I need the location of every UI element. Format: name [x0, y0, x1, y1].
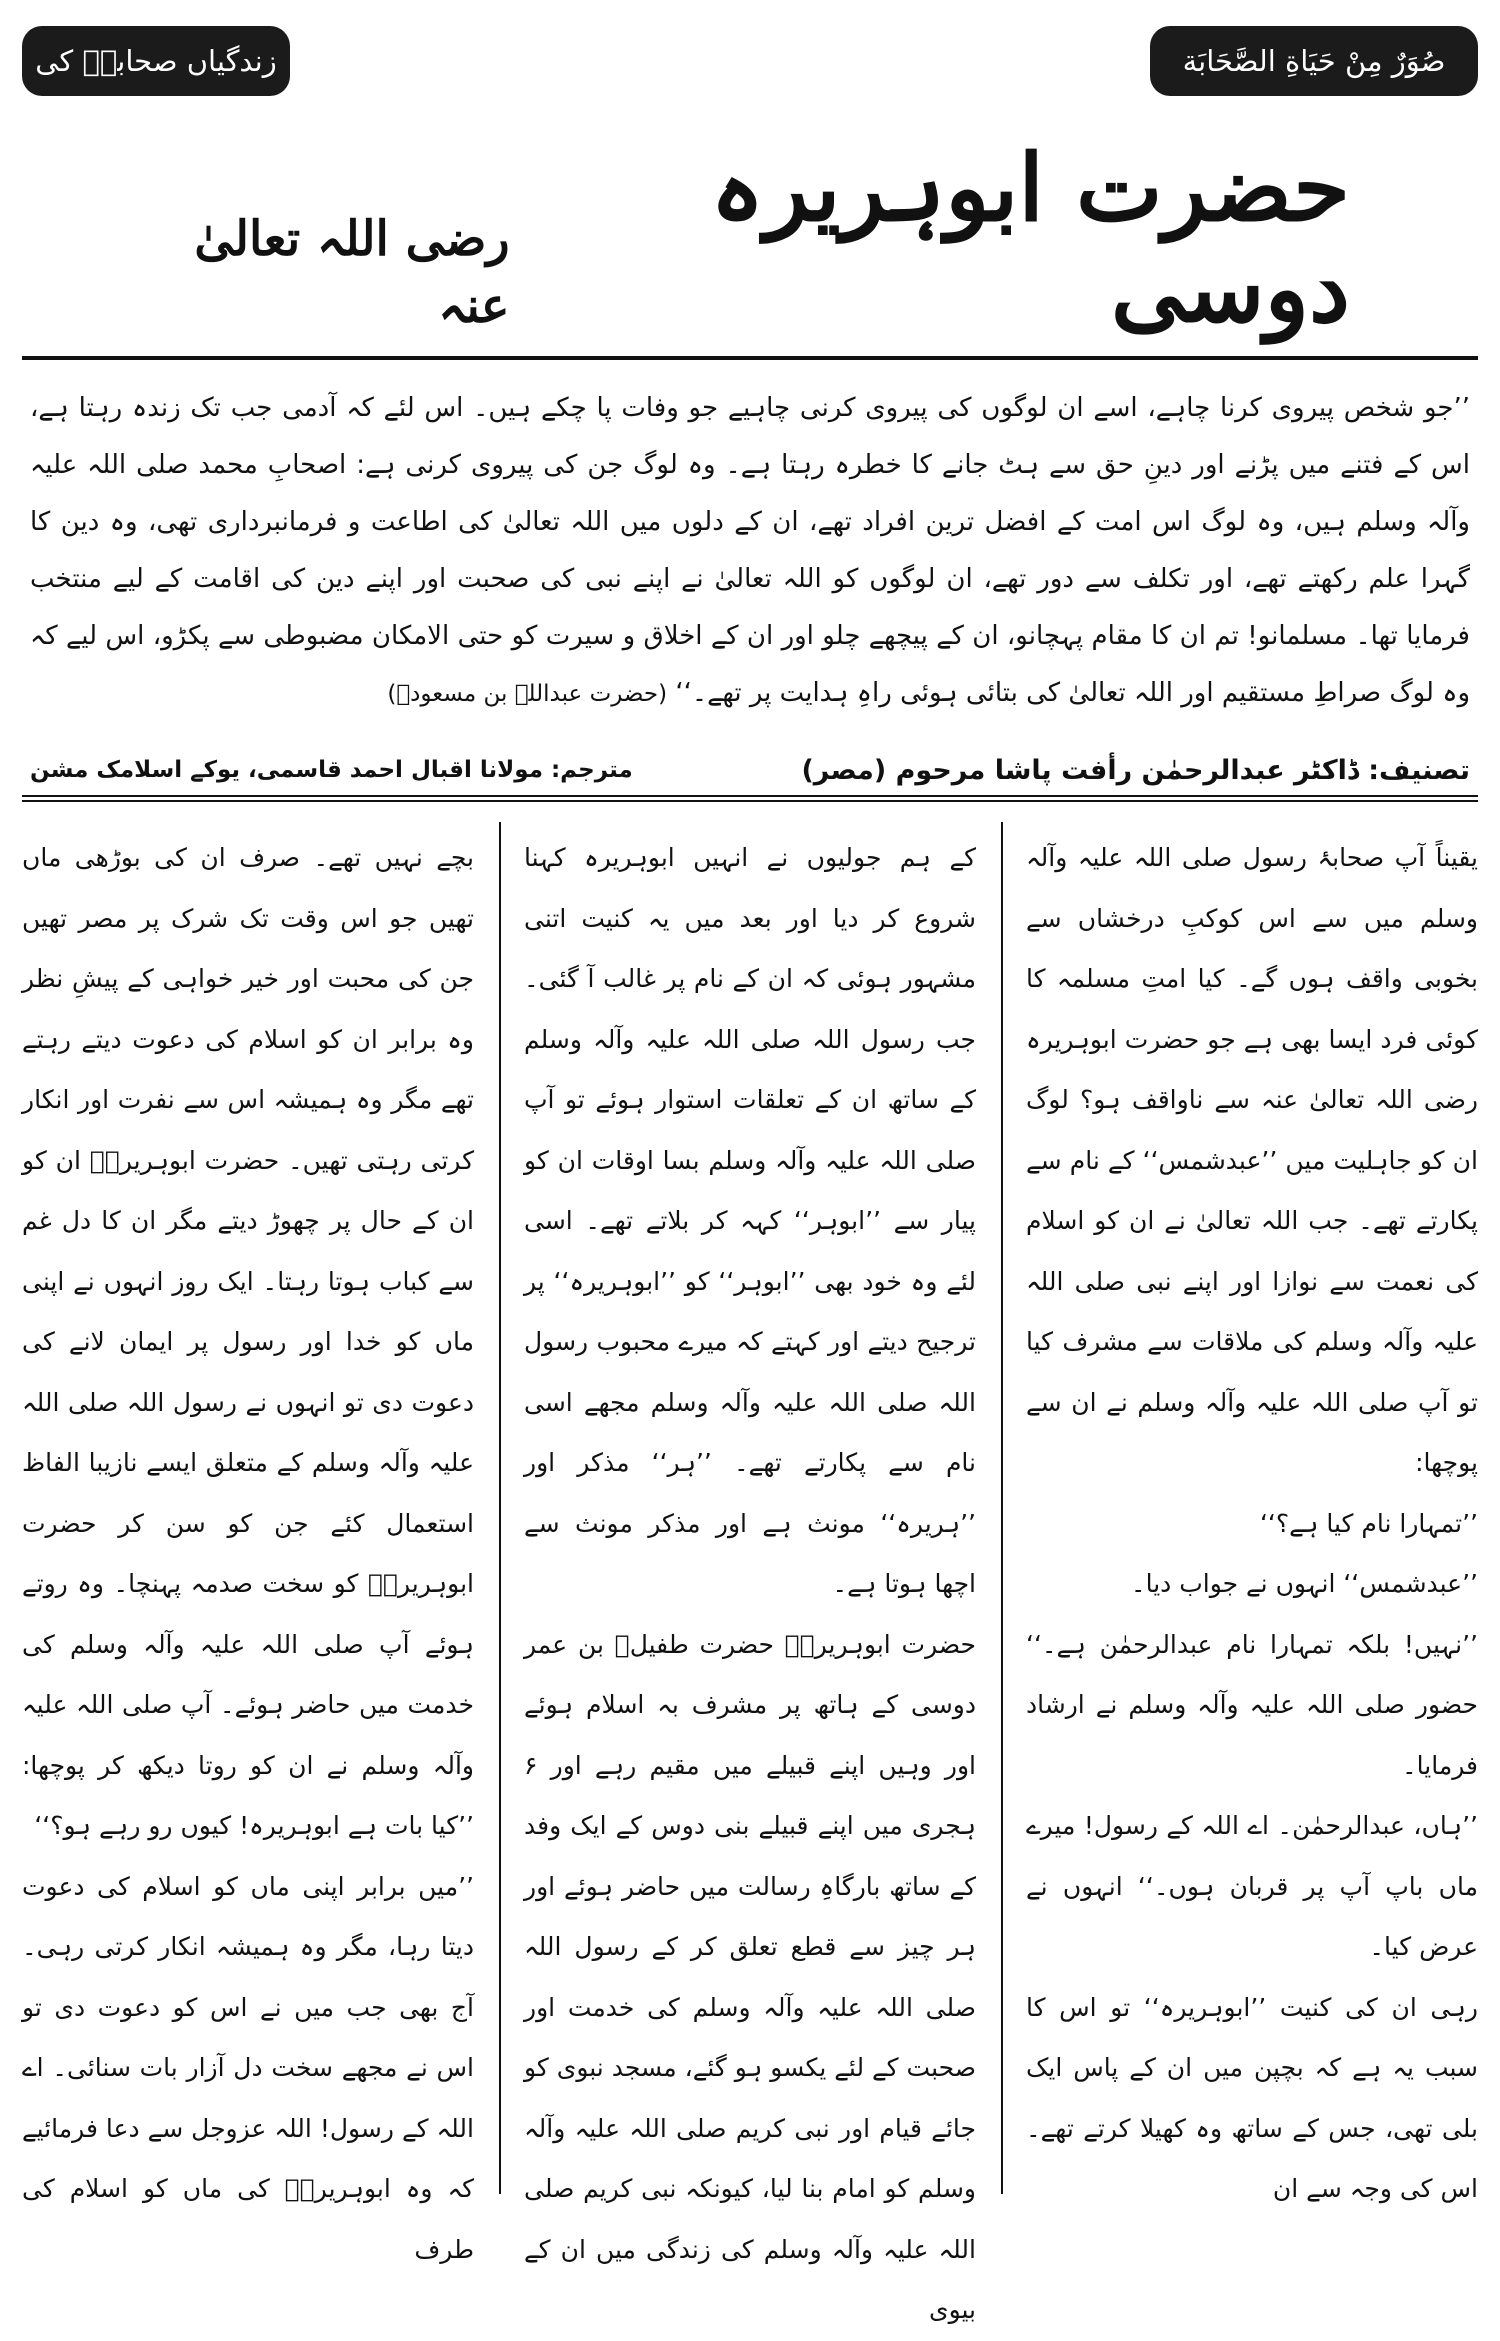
title-name: حضرت ابوہریرہ دوسی: [710, 133, 1350, 343]
intro-quote: [30, 380, 1470, 723]
paragraph: یقیناً آپ صحابۂ رسول صلی اللہ علیہ وآلہ وسلم میں سے اس کوکبِ درخشاں سے بخوبی واقف ہوں گے۔ کیا امتِ مسلمہ کا کوئی فرد ایسا بھی ہے جو حضرت ابوہریرہ رضی اللہ تعالیٰ عنہ سے ناواقف ہو؟ لوگ ان کو جاہلیت میں ’’عبدشمس‘‘ کے نام سے پکارتے تھے۔ جب اللہ تعالیٰ نے ان کو اسلام کی نعمت سے نوازا اور اپنے نبی صلی اللہ علیہ وآلہ وسلم کی ملاقات سے مشرف کیا تو آپ صلی اللہ علیہ وآلہ وسلم نے ان سے پوچھا:: [1026, 843, 1478, 1477]
series-badge-arabic-text: صُوَرٌ مِنْ حَيَاةِ الصَّحَابَة: [1182, 44, 1446, 78]
author-credit: تصنیف: ڈاکٹر عبدالرحمٰن رأفت پاشا مرحوم (مصر): [801, 754, 1470, 786]
paragraph: ’’نہیں! بلکہ تمہارا نام عبدالرحمٰن ہے۔‘‘ حضور صلی اللہ علیہ وآلہ وسلم نے ارشاد فرمایا۔: [1026, 1629, 1478, 1780]
credits-line: [30, 748, 1470, 792]
series-badge-urdu-text: زندگیاں صحابہؓ کی: [35, 44, 277, 78]
series-badge-arabic: [1150, 26, 1478, 96]
series-badge-urdu: [22, 26, 290, 96]
title-divider: [22, 356, 1478, 360]
paragraph: کے ہم جولیوں نے انہیں ابوہریرہ کہنا شروع کر دیا اور بعد میں یہ کنیت اتنی مشہور ہوئی کہ ان کے نام پر غالب آ گئی۔ جب رسول اللہ صلی اللہ علیہ وآلہ وسلم کے ساتھ ان کے تعلقات استوار ہوئے تو آپ صلی اللہ علیہ وآلہ وسلم بسا اوقات ان کو پیار سے ’’ابوہر‘‘ کہہ کر بلاتے تھے۔ اسی لئے وہ خود بھی ’’ابوہر‘‘ کو ’’ابوہریرہ‘‘ پر ترجیح دیتے اور کہتے کہ میرے محبوب رسول اللہ صلی اللہ علیہ وآلہ وسلم مجھے اسی نام سے پکارتے تھے۔ ’’ہر‘‘ مذکر اور ’’ہریرہ‘‘ مونث ہے اور مذکر مونث سے اچھا ہوتا ہے۔: [524, 843, 976, 1598]
paragraph: ’’ہاں، عبدالرحمٰن۔ اے اللہ کے رسول! میرے ماں باپ آپ پر قربان ہوں۔‘‘ انہوں نے عرض کیا۔: [1026, 1811, 1478, 1961]
article-title: [150, 133, 1350, 343]
body-column-2: [524, 828, 976, 2324]
column-divider: [1001, 822, 1003, 2194]
body-column-1: [1026, 828, 1478, 2203]
credits-divider: [22, 795, 1478, 797]
paragraph: حضرت ابوہریرہؓ حضرت طفیلؓ بن عمر دوسی کے ہاتھ پر مشرف بہ اسلام ہوئے اور وہیں اپنے قبیلے میں مقیم رہے اور ۶ ہجری میں اپنے قبیلے بنی دوس کے ایک وفد کے ساتھ بارگاہِ رسالت میں حاضر ہوئے اور ہر چیز سے قطع تعلق کر کے رسول اللہ صلی اللہ علیہ وآلہ وسلم کی خدمت اور صحبت کے لئے یکسو ہو گئے، مسجد نبوی کو جائے قیام اور نبی کریم صلی اللہ علیہ وآلہ وسلم کو امام بنا لیا، کیونکہ نبی کریم صلی اللہ علیہ وآلہ وسلم کی زندگی میں ان کے بیوی: [524, 1629, 976, 2324]
title-honorific: رضی اللہ تعالیٰ عنہ: [194, 210, 510, 334]
paragraph: ’’تمہارا نام کیا ہے؟‘‘: [1259, 1508, 1478, 1538]
paragraph: ’’عبدشمس‘‘ انہوں نے جواب دیا۔: [1130, 1569, 1478, 1598]
credits-divider-second: [22, 800, 1478, 802]
paragraph: بچے نہیں تھے۔ صرف ان کی بوڑھی ماں تھیں جو اس وقت تک شرک پر مصر تھیں جن کی محبت اور خیر خواہی کے پیشِ نظر وہ برابر ان کو اسلام کی دعوت دیتے رہتے تھے مگر وہ ہمیشہ اس سے نفرت اور انکار کرتی رہتی تھیں۔ حضرت ابوہریرہؓ ان کو ان کے حال پر چھوڑ دیتے مگر ان کا دل غم سے کباب ہوتا رہتا۔ ایک روز انہوں نے اپنی ماں کو خدا اور رسول پر ایمان لانے کی دعوت دی تو انہوں نے رسول اللہ صلی اللہ علیہ وآلہ وسلم کے متعلق ایسے نازیبا الفاظ استعمال کئے جن کو سن کر حضرت ابوہریرہؓ کو سخت صدمہ پہنچا۔ وہ روتے ہوئے آپ صلی اللہ علیہ وآلہ وسلم کی خدمت میں حاضر ہوئے۔ آپ صلی اللہ علیہ وآلہ وسلم نے ان کو روتا دیکھ کر پوچھا: ’’کیا بات ہے ابوہریرہ! کیوں رو رہے ہو؟‘‘: [22, 843, 474, 1840]
intro-quote-text: ’’جو شخص پیروی کرنا چاہے، اسے ان لوگوں کی پیروی کرنی چاہیے جو وفات پا چکے ہیں۔ اس لئے کہ آدمی جب تک زندہ رہتا ہے، اس کے فتنے میں پڑنے اور دینِ حق سے ہٹ جانے کا خطرہ رہتا ہے۔ وہ لوگ جن کی پیروی کرنی ہے: اصحابِ محمد صلی اللہ علیہ وآلہ وسلم ہیں، وہ لوگ اس امت کے افضل ترین افراد تھے، ان کے دلوں میں اللہ تعالیٰ کی اطاعت و فرمانبرداری تھی، وہ دین کا گہرا علم رکھتے تھے، اور تکلف سے دور تھے، ان لوگوں کو اللہ تعالیٰ نے اپنے نبی کی صحبت اور اپنے دین کی اقامت کے لیے منتخب فرمایا تھا۔ مسلمانو! تم ان کا مقام پہچانو، ان کے پیچھے چلو اور ان کے اخلاق و سیرت کو حتی الامکان مضبوطی سے پکڑو، اس لیے کہ وہ لوگ صراطِ مستقیم اور اللہ تعالیٰ کی بتائی ہوئی راہِ ہدایت پر تھے۔‘‘: [30, 393, 1470, 708]
column-divider: [499, 822, 501, 2194]
paragraph: ’’میں برابر اپنی ماں کو اسلام کی دعوت دیتا رہا، مگر وہ ہمیشہ انکار کرتی رہی۔ آج بھی جب میں نے اس کو دعوت دی تو اس نے مجھے سخت دل آزار بات سنائی۔ اے اللہ کے رسول! اللہ عزوجل سے دعا فرمائیے کہ وہ ابوہریرہؓ کی ماں کو اسلام کی طرف: [22, 1871, 474, 2264]
translator-credit: مترجم: مولانا اقبال احمد قاسمی، یوکے اسلامک مشن: [30, 757, 633, 783]
body-column-3: [22, 828, 474, 2264]
intro-quote-source: (حضرت عبداللہ بن مسعودؓ): [387, 681, 668, 707]
paragraph: رہی ان کی کنیت ’’ابوہریرہ‘‘ تو اس کا سبب یہ ہے کہ بچپن میں ان کے پاس ایک بلی تھی، جس کے ساتھ وہ کھیلا کرتے تھے۔ اس کی وجہ سے ان: [1026, 1992, 1478, 2203]
